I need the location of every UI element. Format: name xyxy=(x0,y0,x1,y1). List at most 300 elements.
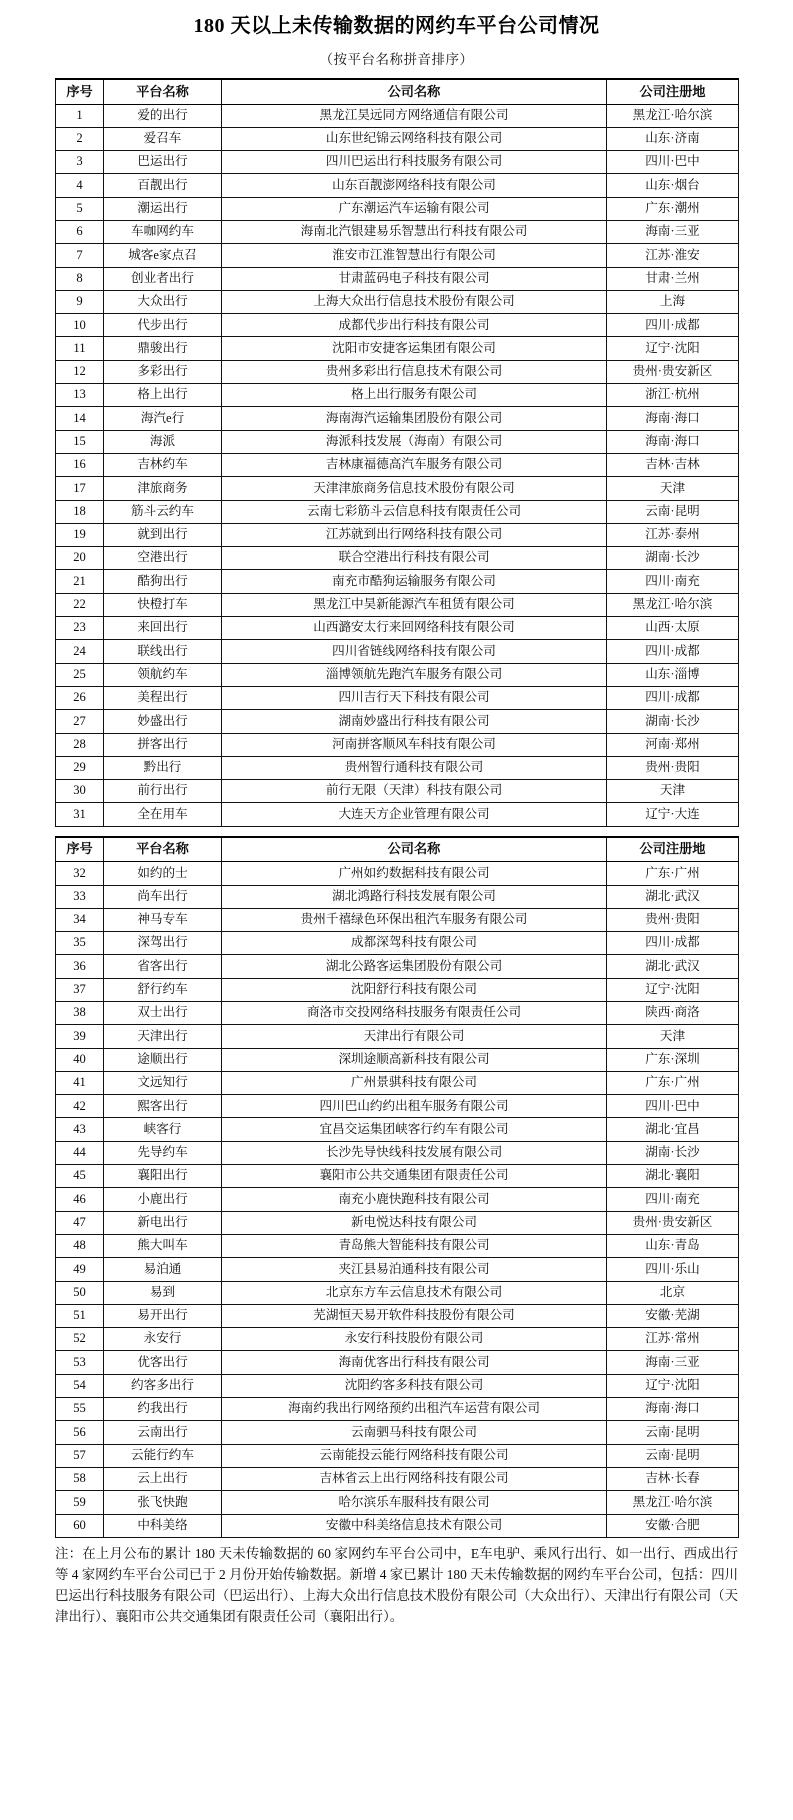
row-platform-name: 多彩出行 xyxy=(104,360,222,383)
row-index: 6 xyxy=(56,220,104,243)
table-row xyxy=(56,862,739,885)
header-company: 公司名称 xyxy=(222,79,607,104)
row-index: 45 xyxy=(56,1165,104,1188)
table-row xyxy=(56,314,739,337)
table-row xyxy=(56,803,739,826)
row-company-name: 河南拼客顺风车科技有限公司 xyxy=(222,733,607,756)
header-platform: 平台名称 xyxy=(104,837,222,862)
table-row xyxy=(56,780,739,803)
row-platform-name: 襄阳出行 xyxy=(104,1165,222,1188)
row-company-name: 广州如约数据科技有限公司 xyxy=(222,862,607,885)
table-row xyxy=(56,1048,739,1071)
row-registration-place: 四川·成都 xyxy=(607,640,739,663)
row-company-name: 南充小鹿快跑科技有限公司 xyxy=(222,1188,607,1211)
row-index: 57 xyxy=(56,1444,104,1467)
row-platform-name: 云南出行 xyxy=(104,1421,222,1444)
row-company-name: 沈阳约客多科技有限公司 xyxy=(222,1374,607,1397)
row-registration-place: 四川·乐山 xyxy=(607,1258,739,1281)
row-platform-name: 鼎骏出行 xyxy=(104,337,222,360)
row-platform-name: 快橙打车 xyxy=(104,593,222,616)
row-registration-place: 辽宁·沈阳 xyxy=(607,1374,739,1397)
table-row xyxy=(56,885,739,908)
row-registration-place: 湖北·武汉 xyxy=(607,955,739,978)
row-index: 44 xyxy=(56,1141,104,1164)
table-row xyxy=(56,1421,739,1444)
row-index: 58 xyxy=(56,1467,104,1490)
row-company-name: 四川巴运出行科技服务有限公司 xyxy=(222,151,607,174)
row-company-name: 湖南妙盛出行科技有限公司 xyxy=(222,710,607,733)
row-company-name: 夹江县易泊通科技有限公司 xyxy=(222,1258,607,1281)
row-index: 28 xyxy=(56,733,104,756)
row-platform-name: 深驾出行 xyxy=(104,932,222,955)
row-platform-name: 如约的士 xyxy=(104,862,222,885)
row-registration-place: 湖南·长沙 xyxy=(607,547,739,570)
row-company-name: 联合空港出行科技有限公司 xyxy=(222,547,607,570)
row-company-name: 山东百靓澎网络科技有限公司 xyxy=(222,174,607,197)
row-company-name: 海南优客出行科技有限公司 xyxy=(222,1351,607,1374)
row-platform-name: 空港出行 xyxy=(104,547,222,570)
table-row xyxy=(56,1374,739,1397)
header-index: 序号 xyxy=(56,837,104,862)
header-registration: 公司注册地 xyxy=(607,79,739,104)
table-row xyxy=(56,360,739,383)
row-company-name: 贵州千禧绿色环保出租汽车服务有限公司 xyxy=(222,908,607,931)
row-platform-name: 美程出行 xyxy=(104,686,222,709)
row-company-name: 格上出行服务有限公司 xyxy=(222,384,607,407)
row-platform-name: 峡客行 xyxy=(104,1118,222,1141)
row-registration-place: 江苏·常州 xyxy=(607,1328,739,1351)
row-platform-name: 潮运出行 xyxy=(104,197,222,220)
header-registration: 公司注册地 xyxy=(607,837,739,862)
row-company-name: 吉林省云上出行网络科技有限公司 xyxy=(222,1467,607,1490)
table-row xyxy=(56,453,739,476)
row-registration-place: 广东·潮州 xyxy=(607,197,739,220)
row-registration-place: 四川·成都 xyxy=(607,932,739,955)
row-index: 49 xyxy=(56,1258,104,1281)
row-index: 37 xyxy=(56,978,104,1001)
row-company-name: 商洛市交投网络科技服务有限责任公司 xyxy=(222,1001,607,1024)
row-platform-name: 舒行约车 xyxy=(104,978,222,1001)
row-platform-name: 领航约车 xyxy=(104,663,222,686)
row-index: 12 xyxy=(56,360,104,383)
row-platform-name: 联线出行 xyxy=(104,640,222,663)
row-index: 31 xyxy=(56,803,104,826)
row-index: 43 xyxy=(56,1118,104,1141)
row-registration-place: 辽宁·沈阳 xyxy=(607,978,739,1001)
row-company-name: 永安行科技股份有限公司 xyxy=(222,1328,607,1351)
row-platform-name: 全在用车 xyxy=(104,803,222,826)
row-index: 40 xyxy=(56,1048,104,1071)
row-registration-place: 安徽·芜湖 xyxy=(607,1304,739,1327)
row-platform-name: 途顺出行 xyxy=(104,1048,222,1071)
row-company-name: 北京东方车云信息技术有限公司 xyxy=(222,1281,607,1304)
row-company-name: 山西潞安太行来回网络科技有限公司 xyxy=(222,617,607,640)
row-registration-place: 湖北·宜昌 xyxy=(607,1118,739,1141)
table-row xyxy=(56,932,739,955)
row-platform-name: 双士出行 xyxy=(104,1001,222,1024)
row-company-name: 大连天方企业管理有限公司 xyxy=(222,803,607,826)
row-platform-name: 易泊通 xyxy=(104,1258,222,1281)
row-company-name: 广东潮运汽车运输有限公司 xyxy=(222,197,607,220)
row-platform-name: 百靓出行 xyxy=(104,174,222,197)
row-company-name: 四川巴山约约出租车服务有限公司 xyxy=(222,1095,607,1118)
row-platform-name: 城客e家点召 xyxy=(104,244,222,267)
row-index: 47 xyxy=(56,1211,104,1234)
row-company-name: 云南七彩筋斗云信息科技有限责任公司 xyxy=(222,500,607,523)
table-row xyxy=(56,477,739,500)
table-row xyxy=(56,197,739,220)
table-row xyxy=(56,523,739,546)
table-row xyxy=(56,733,739,756)
table-row xyxy=(56,500,739,523)
header-index: 序号 xyxy=(56,79,104,104)
row-index: 8 xyxy=(56,267,104,290)
row-registration-place: 湖北·武汉 xyxy=(607,885,739,908)
table-row xyxy=(56,1071,739,1094)
table-row xyxy=(56,1234,739,1257)
row-index: 26 xyxy=(56,686,104,709)
row-registration-place: 吉林·长春 xyxy=(607,1467,739,1490)
row-index: 46 xyxy=(56,1188,104,1211)
row-company-name: 天津出行有限公司 xyxy=(222,1025,607,1048)
row-platform-name: 永安行 xyxy=(104,1328,222,1351)
row-company-name: 深圳途顺高新科技有限公司 xyxy=(222,1048,607,1071)
row-company-name: 四川省链线网络科技有限公司 xyxy=(222,640,607,663)
row-registration-place: 辽宁·大连 xyxy=(607,803,739,826)
row-platform-name: 津旅商务 xyxy=(104,477,222,500)
row-company-name: 成都代步出行科技有限公司 xyxy=(222,314,607,337)
row-platform-name: 酷狗出行 xyxy=(104,570,222,593)
row-company-name: 淄博领航先跑汽车服务有限公司 xyxy=(222,663,607,686)
table-row xyxy=(56,663,739,686)
row-registration-place: 黑龙江·哈尔滨 xyxy=(607,593,739,616)
table-row xyxy=(56,290,739,313)
row-index: 1 xyxy=(56,104,104,127)
row-index: 20 xyxy=(56,547,104,570)
row-company-name: 沈阳舒行科技有限公司 xyxy=(222,978,607,1001)
row-platform-name: 前行出行 xyxy=(104,780,222,803)
table-row xyxy=(56,1467,739,1490)
table-row xyxy=(56,430,739,453)
row-index: 30 xyxy=(56,780,104,803)
table-header-row xyxy=(56,79,739,104)
row-platform-name: 来回出行 xyxy=(104,617,222,640)
row-registration-place: 江苏·泰州 xyxy=(607,523,739,546)
row-index: 56 xyxy=(56,1421,104,1444)
table-row xyxy=(56,1281,739,1304)
row-index: 52 xyxy=(56,1328,104,1351)
row-company-name: 哈尔滨乐车服科技有限公司 xyxy=(222,1491,607,1514)
row-company-name: 湖北公路客运集团股份有限公司 xyxy=(222,955,607,978)
table-row xyxy=(56,756,739,779)
platform-table-part-2 xyxy=(55,836,739,1538)
row-platform-name: 神马专车 xyxy=(104,908,222,931)
row-registration-place: 黑龙江·哈尔滨 xyxy=(607,1491,739,1514)
row-registration-place: 四川·南充 xyxy=(607,1188,739,1211)
table-row xyxy=(56,104,739,127)
row-index: 42 xyxy=(56,1095,104,1118)
row-registration-place: 天津 xyxy=(607,477,739,500)
table-row xyxy=(56,710,739,733)
table-row xyxy=(56,617,739,640)
row-company-name: 成都深驾科技有限公司 xyxy=(222,932,607,955)
header-company: 公司名称 xyxy=(222,837,607,862)
table-row xyxy=(56,174,739,197)
row-registration-place: 海南·海口 xyxy=(607,407,739,430)
row-registration-place: 海南·三亚 xyxy=(607,1351,739,1374)
row-registration-place: 四川·成都 xyxy=(607,686,739,709)
row-registration-place: 贵州·贵安新区 xyxy=(607,1211,739,1234)
row-registration-place: 海南·三亚 xyxy=(607,220,739,243)
table-row xyxy=(56,220,739,243)
row-registration-place: 山西·太原 xyxy=(607,617,739,640)
footnote: 注：在上月公布的累计 180 天未传输数据的 60 家网约车平台公司中，E车电驴、乘风行出行、如一出行、西成出行等 4 家网约车平台公司已于 2 月份开始传输数据。新增 4 家已累计 180 天未传输数据的网约车平台公司，包括：四川巴运出行科技服务有限公司（巴运出行）、上海大众出行信息技术股份有限公司（大众出行）、天津出行有限公司（天津出行）、襄阳市公共交通集团有限责任公司（襄阳出行）。 xyxy=(55,1545,738,1625)
row-registration-place: 四川·巴中 xyxy=(607,151,739,174)
row-registration-place: 黑龙江·哈尔滨 xyxy=(607,104,739,127)
row-company-name: 宜昌交运集团峡客行约车有限公司 xyxy=(222,1118,607,1141)
row-platform-name: 天津出行 xyxy=(104,1025,222,1048)
row-company-name: 新电悦达科技有限公司 xyxy=(222,1211,607,1234)
row-registration-place: 湖南·长沙 xyxy=(607,710,739,733)
row-company-name: 海南北汽银建易乐智慧出行科技有限公司 xyxy=(222,220,607,243)
row-company-name: 云南驷马科技有限公司 xyxy=(222,1421,607,1444)
row-company-name: 襄阳市公共交通集团有限责任公司 xyxy=(222,1165,607,1188)
row-registration-place: 湖北·襄阳 xyxy=(607,1165,739,1188)
row-registration-place: 北京 xyxy=(607,1281,739,1304)
row-platform-name: 中科美络 xyxy=(104,1514,222,1537)
row-registration-place: 浙江·杭州 xyxy=(607,384,739,407)
row-index: 18 xyxy=(56,500,104,523)
row-registration-place: 海南·海口 xyxy=(607,1398,739,1421)
table-row xyxy=(56,1118,739,1141)
row-platform-name: 熊大叫车 xyxy=(104,1234,222,1257)
table-row xyxy=(56,267,739,290)
row-platform-name: 易开出行 xyxy=(104,1304,222,1327)
table-row xyxy=(56,384,739,407)
table-row xyxy=(56,1141,739,1164)
table-row xyxy=(56,955,739,978)
row-company-name: 江苏就到出行网络科技有限公司 xyxy=(222,523,607,546)
row-platform-name: 云上出行 xyxy=(104,1467,222,1490)
row-company-name: 青岛熊大智能科技有限公司 xyxy=(222,1234,607,1257)
row-platform-name: 海汽e行 xyxy=(104,407,222,430)
page-title: 180 天以上未传输数据的网约车平台公司情况 xyxy=(193,15,600,37)
row-platform-name: 拼客出行 xyxy=(104,733,222,756)
row-index: 50 xyxy=(56,1281,104,1304)
row-index: 2 xyxy=(56,127,104,150)
row-registration-place: 广东·深圳 xyxy=(607,1048,739,1071)
row-registration-place: 山东·淄博 xyxy=(607,663,739,686)
row-platform-name: 妙盛出行 xyxy=(104,710,222,733)
row-index: 33 xyxy=(56,885,104,908)
row-index: 25 xyxy=(56,663,104,686)
row-registration-place: 贵州·贵安新区 xyxy=(607,360,739,383)
table-row xyxy=(56,1165,739,1188)
row-registration-place: 江苏·淮安 xyxy=(607,244,739,267)
row-company-name: 贵州多彩出行信息技术有限公司 xyxy=(222,360,607,383)
row-platform-name: 新电出行 xyxy=(104,1211,222,1234)
row-registration-place: 广东·广州 xyxy=(607,1071,739,1094)
row-company-name: 四川吉行天下科技有限公司 xyxy=(222,686,607,709)
table-row xyxy=(56,640,739,663)
row-platform-name: 小鹿出行 xyxy=(104,1188,222,1211)
row-platform-name: 省客出行 xyxy=(104,955,222,978)
row-platform-name: 吉林约车 xyxy=(104,453,222,476)
row-company-name: 沈阳市安捷客运集团有限公司 xyxy=(222,337,607,360)
row-index: 32 xyxy=(56,862,104,885)
row-index: 55 xyxy=(56,1398,104,1421)
row-company-name: 黑龙江中昊新能源汽车租赁有限公司 xyxy=(222,593,607,616)
row-registration-place: 贵州·贵阳 xyxy=(607,756,739,779)
row-index: 9 xyxy=(56,290,104,313)
row-index: 24 xyxy=(56,640,104,663)
row-platform-name: 筋斗云约车 xyxy=(104,500,222,523)
row-registration-place: 上海 xyxy=(607,290,739,313)
table-row xyxy=(56,1304,739,1327)
table-header-row-repeat xyxy=(56,837,739,862)
row-index: 48 xyxy=(56,1234,104,1257)
row-index: 11 xyxy=(56,337,104,360)
row-index: 21 xyxy=(56,570,104,593)
row-company-name: 海派科技发展（海南）有限公司 xyxy=(222,430,607,453)
table-row xyxy=(56,151,739,174)
table-container xyxy=(55,78,738,1538)
table-row xyxy=(56,570,739,593)
row-index: 16 xyxy=(56,453,104,476)
row-platform-name: 优客出行 xyxy=(104,1351,222,1374)
row-platform-name: 先导约车 xyxy=(104,1141,222,1164)
row-platform-name: 约我出行 xyxy=(104,1398,222,1421)
row-index: 51 xyxy=(56,1304,104,1327)
row-company-name: 甘肃蓝码电子科技有限公司 xyxy=(222,267,607,290)
header-platform: 平台名称 xyxy=(104,79,222,104)
row-platform-name: 创业者出行 xyxy=(104,267,222,290)
row-index: 13 xyxy=(56,384,104,407)
row-platform-name: 张飞快跑 xyxy=(104,1491,222,1514)
row-platform-name: 云能行约车 xyxy=(104,1444,222,1467)
table-row xyxy=(56,1398,739,1421)
row-registration-place: 吉林·吉林 xyxy=(607,453,739,476)
table-row xyxy=(56,337,739,360)
row-company-name: 海南约我出行网络预约出租汽车运营有限公司 xyxy=(222,1398,607,1421)
row-company-name: 天津津旅商务信息技术股份有限公司 xyxy=(222,477,607,500)
row-registration-place: 四川·巴中 xyxy=(607,1095,739,1118)
row-company-name: 海南海汽运输集团股份有限公司 xyxy=(222,407,607,430)
row-index: 35 xyxy=(56,932,104,955)
row-platform-name: 易到 xyxy=(104,1281,222,1304)
row-registration-place: 天津 xyxy=(607,780,739,803)
row-index: 59 xyxy=(56,1491,104,1514)
row-platform-name: 大众出行 xyxy=(104,290,222,313)
row-registration-place: 山东·青岛 xyxy=(607,1234,739,1257)
row-company-name: 南充市酷狗运输服务有限公司 xyxy=(222,570,607,593)
row-registration-place: 云南·昆明 xyxy=(607,1421,739,1444)
row-registration-place: 贵州·贵阳 xyxy=(607,908,739,931)
row-platform-name: 巴运出行 xyxy=(104,151,222,174)
table-row xyxy=(56,127,739,150)
row-index: 22 xyxy=(56,593,104,616)
table-row xyxy=(56,1444,739,1467)
table-row xyxy=(56,1095,739,1118)
row-index: 7 xyxy=(56,244,104,267)
table-row xyxy=(56,1328,739,1351)
row-index: 23 xyxy=(56,617,104,640)
row-index: 14 xyxy=(56,407,104,430)
row-registration-place: 四川·南充 xyxy=(607,570,739,593)
row-company-name: 上海大众出行信息技术股份有限公司 xyxy=(222,290,607,313)
row-platform-name: 尚车出行 xyxy=(104,885,222,908)
platform-table-part-1 xyxy=(55,78,739,827)
table-row xyxy=(56,407,739,430)
row-index: 54 xyxy=(56,1374,104,1397)
row-platform-name: 爱召车 xyxy=(104,127,222,150)
row-index: 27 xyxy=(56,710,104,733)
table-row xyxy=(56,1188,739,1211)
row-registration-place: 天津 xyxy=(607,1025,739,1048)
row-company-name: 安徽中科美络信息技术有限公司 xyxy=(222,1514,607,1537)
row-registration-place: 陕西·商洛 xyxy=(607,1001,739,1024)
row-registration-place: 甘肃·兰州 xyxy=(607,267,739,290)
row-registration-place: 山东·烟台 xyxy=(607,174,739,197)
row-index: 29 xyxy=(56,756,104,779)
row-company-name: 山东世纪锦云网络科技有限公司 xyxy=(222,127,607,150)
row-index: 3 xyxy=(56,151,104,174)
row-company-name: 广州景骐科技有限公司 xyxy=(222,1071,607,1094)
table-row xyxy=(56,978,739,1001)
row-registration-place: 辽宁·沈阳 xyxy=(607,337,739,360)
table-row xyxy=(56,1351,739,1374)
table-row xyxy=(56,1211,739,1234)
page-subtitle: （按平台名称拼音排序） xyxy=(319,52,474,67)
row-company-name: 芜湖恒天易开软件科技股份有限公司 xyxy=(222,1304,607,1327)
row-registration-place: 四川·成都 xyxy=(607,314,739,337)
row-registration-place: 海南·海口 xyxy=(607,430,739,453)
row-platform-name: 代步出行 xyxy=(104,314,222,337)
row-index: 10 xyxy=(56,314,104,337)
row-registration-place: 云南·昆明 xyxy=(607,500,739,523)
row-company-name: 黑龙江昊远同方网络通信有限公司 xyxy=(222,104,607,127)
table-row xyxy=(56,244,739,267)
row-platform-name: 爱的出行 xyxy=(104,104,222,127)
row-registration-place: 湖南·长沙 xyxy=(607,1141,739,1164)
row-platform-name: 格上出行 xyxy=(104,384,222,407)
row-index: 39 xyxy=(56,1025,104,1048)
table-row xyxy=(56,1258,739,1281)
row-company-name: 云南能投云能行网络科技有限公司 xyxy=(222,1444,607,1467)
row-index: 15 xyxy=(56,430,104,453)
row-company-name: 吉林康福德高汽车服务有限公司 xyxy=(222,453,607,476)
row-company-name: 长沙先导快线科技发展有限公司 xyxy=(222,1141,607,1164)
row-platform-name: 黔出行 xyxy=(104,756,222,779)
row-index: 41 xyxy=(56,1071,104,1094)
row-platform-name: 车咖网约车 xyxy=(104,220,222,243)
table-row xyxy=(56,1491,739,1514)
row-registration-place: 河南·郑州 xyxy=(607,733,739,756)
row-index: 38 xyxy=(56,1001,104,1024)
table-row xyxy=(56,547,739,570)
row-platform-name: 文远知行 xyxy=(104,1071,222,1094)
table-row xyxy=(56,908,739,931)
row-index: 53 xyxy=(56,1351,104,1374)
row-platform-name: 海派 xyxy=(104,430,222,453)
row-index: 34 xyxy=(56,908,104,931)
row-index: 4 xyxy=(56,174,104,197)
table-row xyxy=(56,1001,739,1024)
row-company-name: 前行无限（天津）科技有限公司 xyxy=(222,780,607,803)
row-registration-place: 安徽·合肥 xyxy=(607,1514,739,1537)
row-company-name: 湖北鸿路行科技发展有限公司 xyxy=(222,885,607,908)
row-platform-name: 约客多出行 xyxy=(104,1374,222,1397)
